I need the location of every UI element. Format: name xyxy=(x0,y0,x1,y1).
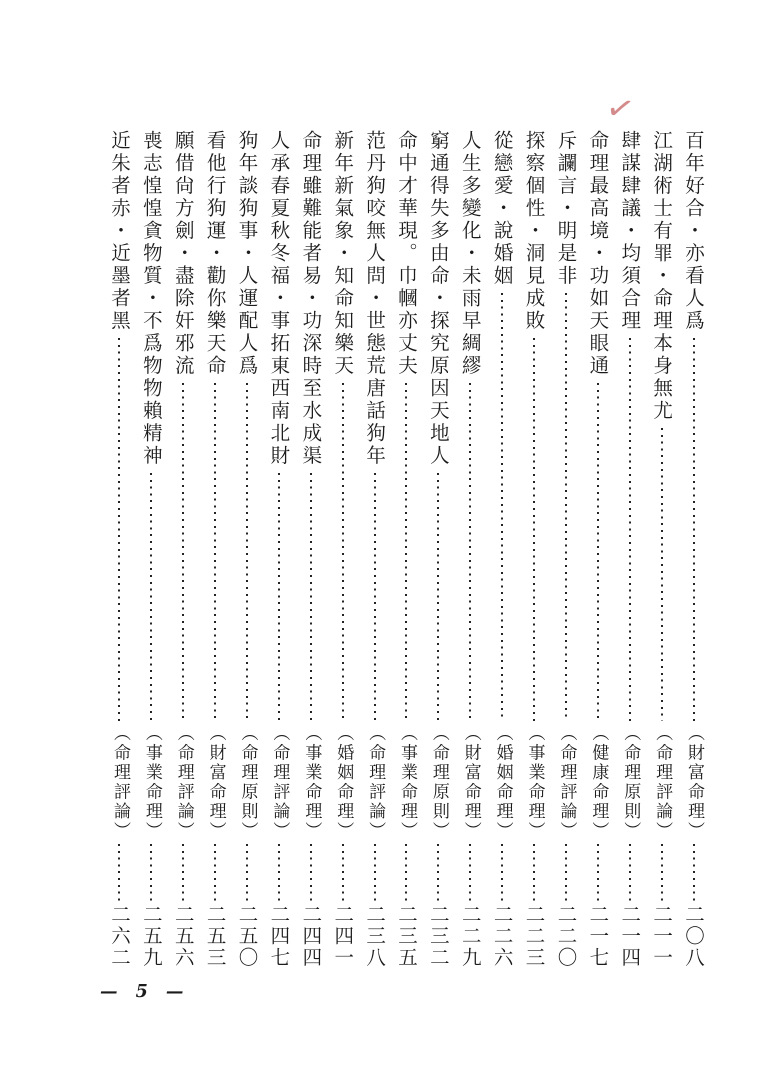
entry-category: （命理評論） xyxy=(365,723,386,841)
toc-entry xyxy=(524,130,545,968)
entry-title: 喪志惶惶貪物質・不爲物物賴精神 xyxy=(139,130,163,468)
toc-entry xyxy=(428,130,449,968)
toc-entry xyxy=(268,130,289,968)
entry-category: （命理評論） xyxy=(109,723,130,841)
entry-title: 狗年談狗事・人運配人爲 xyxy=(235,130,259,378)
toc-entry xyxy=(587,130,608,968)
dot-leader-icon xyxy=(651,844,672,901)
toc-entry xyxy=(205,130,226,968)
toc-entry xyxy=(555,130,576,968)
toc-entry xyxy=(141,130,162,968)
dot-leader-icon xyxy=(524,338,545,721)
dot-leader-icon xyxy=(268,473,289,721)
entry-title: 江湖術士有罪・命理本身無尤 xyxy=(650,130,674,423)
entry-category: （財富命理） xyxy=(205,723,226,841)
dot-leader-icon xyxy=(364,473,385,721)
checkmark-icon: ✓ xyxy=(602,87,639,131)
toc-entry xyxy=(300,130,321,968)
dot-leader-icon xyxy=(492,844,513,901)
dot-leader-icon xyxy=(587,844,608,901)
toc-entry xyxy=(683,130,704,968)
entry-category: （事業命理） xyxy=(301,723,322,841)
dot-leader-icon xyxy=(109,338,130,721)
entry-page-number: 二一一 xyxy=(650,903,674,968)
entry-title: 探察個性・洞見成敗 xyxy=(522,130,546,333)
entry-title: 范丹狗咬無人問・世態荒唐話狗年 xyxy=(363,130,387,468)
dot-leader-icon xyxy=(555,293,576,721)
dot-leader-icon xyxy=(237,383,258,721)
entry-category: （命理評論） xyxy=(269,723,290,841)
entry-page-number: 二二六 xyxy=(490,903,514,968)
toc-entry xyxy=(619,130,640,968)
entry-category: （事業命理） xyxy=(141,723,162,841)
entry-category: （財富命理） xyxy=(460,723,481,841)
entry-page-number: 二二九 xyxy=(458,903,482,968)
dot-leader-icon xyxy=(268,844,289,901)
dot-leader-icon xyxy=(300,844,321,901)
entry-title: 從戀愛・說婚姻 xyxy=(490,130,514,288)
entry-category: （婚姻命理） xyxy=(333,723,354,841)
entry-page-number: 二五九 xyxy=(139,903,163,968)
entry-title: 命理雖難能者易・功深時至水成渠 xyxy=(299,130,323,468)
dot-leader-icon xyxy=(205,844,226,901)
entry-page-number: 二一四 xyxy=(618,903,642,968)
dot-leader-icon xyxy=(141,844,162,901)
dot-leader-icon xyxy=(524,844,545,901)
entry-title: 人生多變化・未雨早綢繆 xyxy=(458,130,482,378)
dot-leader-icon xyxy=(460,383,481,721)
entry-page-number: 二二三 xyxy=(522,903,546,968)
entry-category: （命理評論） xyxy=(556,723,577,841)
dot-leader-icon xyxy=(332,383,353,721)
entry-page-number: 二四一 xyxy=(331,903,355,968)
dot-leader-icon xyxy=(683,338,704,721)
dot-leader-icon xyxy=(492,293,513,721)
toc-entry xyxy=(651,130,672,968)
dot-leader-icon xyxy=(173,383,194,721)
toc-entry xyxy=(109,130,130,968)
entry-title: 新年新氣象・知命知樂天 xyxy=(331,130,355,378)
dot-leader-icon xyxy=(587,383,608,721)
entry-category: （命理原則） xyxy=(428,723,449,841)
entry-category: （事業命理） xyxy=(396,723,417,841)
entry-category: （婚姻命理） xyxy=(492,723,513,841)
dot-leader-icon xyxy=(460,844,481,901)
dot-leader-icon xyxy=(237,844,258,901)
table-of-contents xyxy=(107,130,704,968)
dot-leader-icon xyxy=(651,428,672,721)
dot-leader-icon xyxy=(109,844,130,901)
entry-page-number: 二四七 xyxy=(267,903,291,968)
entry-title: 願借尙方劍・盡除奸邪流 xyxy=(171,130,195,378)
dot-leader-icon xyxy=(396,844,417,901)
dot-leader-icon xyxy=(396,383,417,721)
dot-leader-icon xyxy=(683,844,704,901)
entry-title: 命中才華現。巾幗亦丈夫 xyxy=(394,130,418,378)
entry-title: 看他行狗運・勸你樂天命 xyxy=(203,130,227,378)
toc-entry xyxy=(364,130,385,968)
entry-category: （事業命理） xyxy=(524,723,545,841)
entry-page-number: 二〇八 xyxy=(682,903,705,968)
dot-leader-icon xyxy=(300,473,321,721)
entry-title: 近朱者赤・近墨者黑 xyxy=(107,130,131,333)
dot-leader-icon xyxy=(173,844,194,901)
dot-leader-icon xyxy=(205,383,226,721)
entry-page-number: 二六二 xyxy=(107,903,131,968)
entry-title: 人承春夏秋冬福・事拓東西南北財 xyxy=(267,130,291,468)
toc-entry xyxy=(460,130,481,968)
toc-entry xyxy=(396,130,417,968)
entry-page-number: 二五〇 xyxy=(235,903,259,968)
entry-title: 命理最高境・功如天眼通 xyxy=(586,130,610,378)
entry-page-number: 二三五 xyxy=(394,903,418,968)
toc-entry xyxy=(332,130,353,968)
dot-leader-icon xyxy=(428,473,449,721)
entry-title: 百年好合・亦看人爲 xyxy=(682,130,705,333)
entry-page-number: 二三二 xyxy=(426,903,450,968)
dot-leader-icon xyxy=(428,844,449,901)
entry-category: （命理原則） xyxy=(237,723,258,841)
entry-page-number: 二四四 xyxy=(299,903,323,968)
dot-leader-icon xyxy=(619,844,640,901)
entry-title: 窮通得失多由命・探究原因天地人 xyxy=(426,130,450,468)
dot-leader-icon xyxy=(555,844,576,901)
entry-title: 肆謀肆議・均須合理 xyxy=(618,130,642,333)
toc-entry xyxy=(237,130,258,968)
dot-leader-icon xyxy=(141,473,162,721)
entry-page-number: 二二〇 xyxy=(554,903,578,968)
entry-category: （財富命理） xyxy=(684,723,704,841)
entry-category: （命理原則） xyxy=(620,723,641,841)
folio-page-number: — 5 — xyxy=(100,982,190,1002)
toc-entry xyxy=(173,130,194,968)
dot-leader-icon xyxy=(619,338,640,721)
entry-category: （命理評論） xyxy=(173,723,194,841)
dot-leader-icon xyxy=(364,844,385,901)
toc-entry xyxy=(492,130,513,968)
entry-page-number: 二一七 xyxy=(586,903,610,968)
entry-category: （命理評論） xyxy=(652,723,673,841)
dot-leader-icon xyxy=(332,844,353,901)
entry-page-number: 二五六 xyxy=(171,903,195,968)
entry-category: （健康命理） xyxy=(588,723,609,841)
entry-page-number: 二三八 xyxy=(363,903,387,968)
entry-title: 斥讕言・明是非 xyxy=(554,130,578,288)
entry-page-number: 二五三 xyxy=(203,903,227,968)
